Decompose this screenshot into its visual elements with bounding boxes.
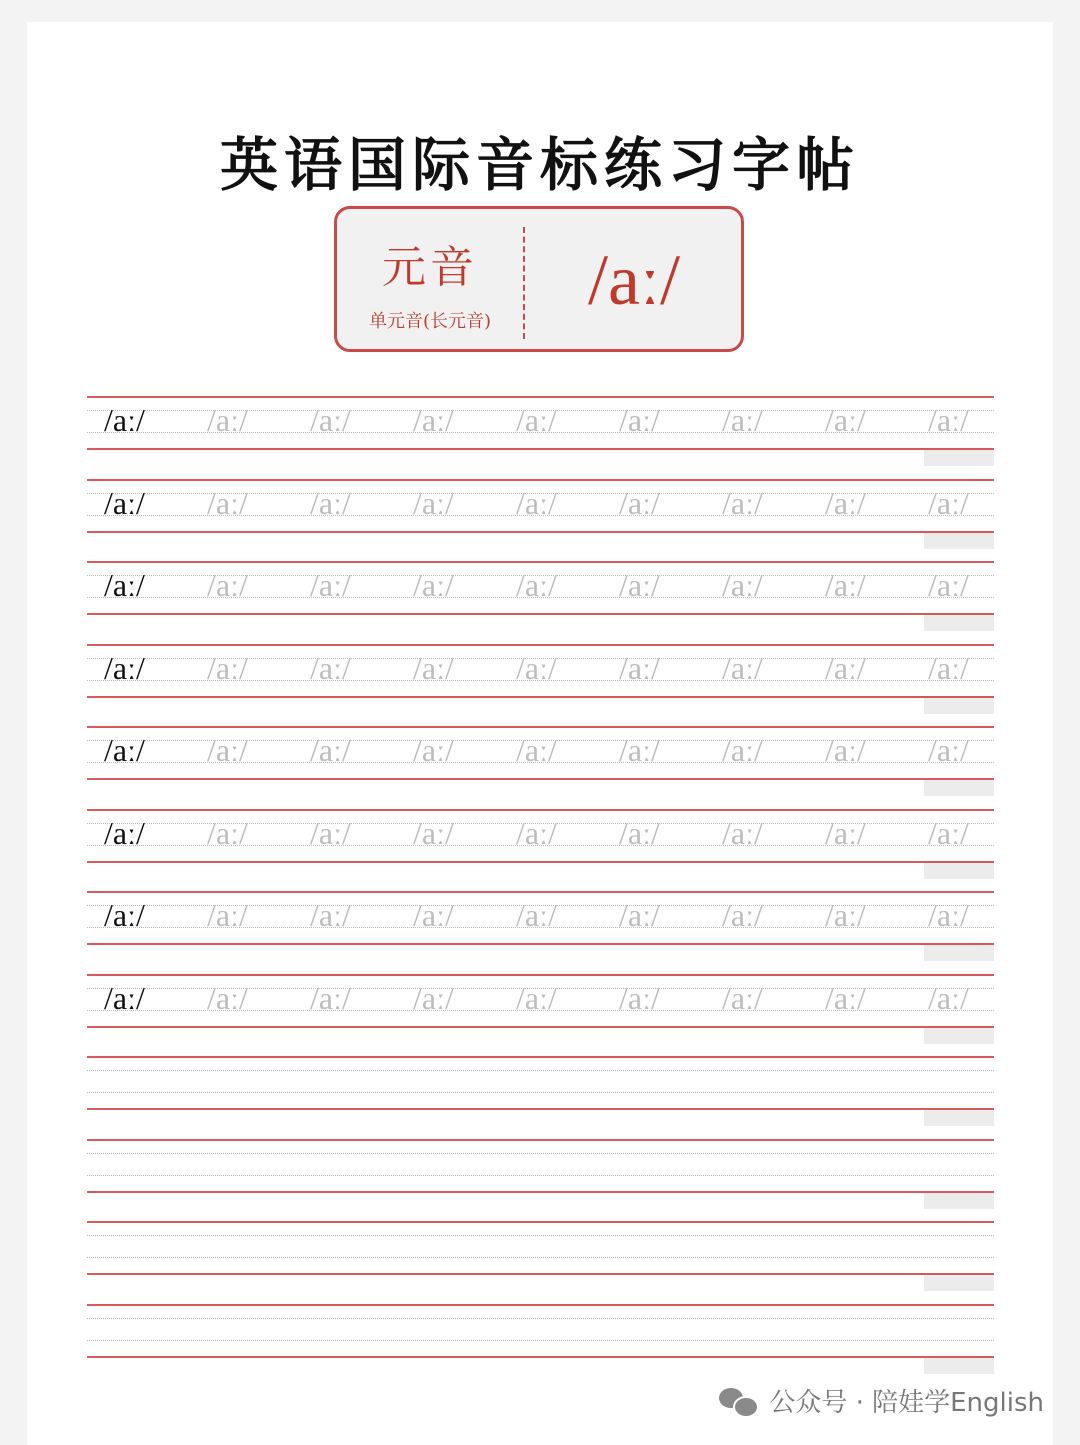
trace-symbol: /aː/ bbox=[722, 402, 763, 438]
trace-symbol: /aː/ bbox=[722, 814, 763, 851]
trace-symbol: /aː/ bbox=[722, 979, 763, 1016]
practice-row bbox=[87, 396, 994, 452]
practice-row bbox=[87, 479, 994, 535]
practice-row bbox=[87, 974, 994, 1030]
trace-symbol: /aː/ bbox=[619, 732, 660, 768]
trace-symbol: /aː/ bbox=[516, 649, 557, 686]
trace-symbol: /aː/ bbox=[516, 897, 557, 933]
guide-line bbox=[87, 726, 994, 728]
row-shade bbox=[924, 450, 994, 466]
guide-line bbox=[87, 809, 994, 811]
row-shade bbox=[924, 698, 994, 714]
trace-symbol: /aː/ bbox=[413, 484, 454, 521]
guide-line bbox=[87, 1273, 994, 1275]
trace-symbol: /aː/ bbox=[413, 649, 454, 686]
row-shade bbox=[924, 1028, 994, 1044]
model-symbol: /aː/ bbox=[104, 897, 145, 933]
trace-symbol: /aː/ bbox=[516, 979, 557, 1016]
guide-line bbox=[87, 696, 994, 698]
guide-line bbox=[87, 613, 994, 615]
guide-line bbox=[87, 531, 994, 533]
practice-row bbox=[87, 644, 994, 700]
trace-symbol: /aː/ bbox=[207, 897, 248, 933]
trace-symbol: /aː/ bbox=[928, 484, 969, 521]
trace-symbol: /aː/ bbox=[310, 732, 351, 768]
trace-symbol: /aː/ bbox=[207, 402, 248, 438]
guide-line bbox=[87, 1056, 994, 1058]
row-shade bbox=[924, 945, 994, 961]
trace-symbol: /aː/ bbox=[825, 402, 866, 438]
trace-symbol: /aː/ bbox=[207, 732, 248, 768]
guide-line bbox=[87, 861, 994, 863]
trace-symbol: /aː/ bbox=[722, 897, 763, 933]
trace-symbol: /aː/ bbox=[310, 567, 351, 603]
guide-line bbox=[87, 1139, 994, 1141]
row-shade bbox=[924, 1193, 994, 1209]
practice-row bbox=[87, 809, 994, 865]
blank-row bbox=[87, 1139, 994, 1195]
guide-line bbox=[87, 561, 994, 563]
row-shade bbox=[924, 533, 994, 549]
model-symbol: /aː/ bbox=[104, 814, 145, 851]
trace-symbol: /aː/ bbox=[722, 567, 763, 603]
guide-line bbox=[87, 1026, 994, 1028]
trace-symbol: /aː/ bbox=[928, 979, 969, 1016]
trace-symbol: /aː/ bbox=[619, 897, 660, 933]
practice-row bbox=[87, 726, 994, 782]
trace-symbol: /aː/ bbox=[928, 732, 969, 768]
trace-symbol: /aː/ bbox=[619, 484, 660, 521]
worksheet-page bbox=[27, 22, 1053, 1445]
guide-line bbox=[87, 974, 994, 976]
dotted-guide bbox=[87, 1175, 994, 1176]
trace-symbol: /aː/ bbox=[413, 897, 454, 933]
trace-symbol: /aː/ bbox=[825, 732, 866, 768]
row-shade bbox=[924, 1110, 994, 1126]
row-shade bbox=[924, 1358, 994, 1374]
model-symbol: /aː/ bbox=[104, 979, 145, 1016]
guide-line bbox=[87, 644, 994, 646]
dotted-guide bbox=[87, 1340, 994, 1341]
trace-symbol: /aː/ bbox=[207, 814, 248, 851]
phoneme-category: 元音 bbox=[382, 242, 478, 293]
trace-symbol: /aː/ bbox=[825, 897, 866, 933]
trace-symbol: /aː/ bbox=[825, 567, 866, 603]
guide-line bbox=[87, 891, 994, 893]
trace-symbol: /aː/ bbox=[825, 814, 866, 851]
trace-symbol: /aː/ bbox=[413, 979, 454, 1016]
card-divider bbox=[523, 227, 525, 339]
guide-line bbox=[87, 1191, 994, 1193]
trace-symbol: /aː/ bbox=[310, 814, 351, 851]
model-symbol: /aː/ bbox=[104, 484, 145, 521]
guide-line bbox=[87, 396, 994, 398]
trace-symbol: /aː/ bbox=[516, 567, 557, 603]
trace-symbol: /aː/ bbox=[413, 567, 454, 603]
blank-row bbox=[87, 1304, 994, 1360]
guide-line bbox=[87, 1304, 994, 1306]
trace-symbol: /aː/ bbox=[516, 814, 557, 851]
dotted-guide bbox=[87, 1092, 994, 1093]
trace-symbol: /aː/ bbox=[207, 484, 248, 521]
dotted-guide bbox=[87, 1318, 994, 1319]
trace-symbol: /aː/ bbox=[207, 979, 248, 1016]
trace-symbol: /aː/ bbox=[928, 814, 969, 851]
trace-symbol: /aː/ bbox=[619, 979, 660, 1016]
trace-symbol: /aː/ bbox=[619, 402, 660, 438]
trace-symbol: /aː/ bbox=[207, 567, 248, 603]
page-title: 英语国际音标练习字帖 bbox=[219, 131, 860, 199]
wechat-icon bbox=[719, 1386, 759, 1416]
blank-row bbox=[87, 1221, 994, 1277]
trace-symbol: /aː/ bbox=[310, 979, 351, 1016]
model-symbol: /aː/ bbox=[104, 649, 145, 686]
trace-symbol: /aː/ bbox=[825, 979, 866, 1016]
dotted-guide bbox=[87, 1257, 994, 1258]
trace-symbol: /aː/ bbox=[928, 897, 969, 933]
practice-row bbox=[87, 561, 994, 617]
model-symbol: /aː/ bbox=[104, 567, 145, 603]
row-shade bbox=[924, 615, 994, 631]
trace-symbol: /aː/ bbox=[619, 567, 660, 603]
trace-symbol: /aː/ bbox=[516, 402, 557, 438]
row-shade bbox=[924, 863, 994, 879]
footer-watermark bbox=[719, 1382, 1044, 1419]
trace-symbol: /aː/ bbox=[722, 649, 763, 686]
blank-row bbox=[87, 1056, 994, 1112]
trace-symbol: /aː/ bbox=[825, 649, 866, 686]
guide-line bbox=[87, 1356, 994, 1358]
trace-symbol: /aː/ bbox=[928, 402, 969, 438]
dotted-guide bbox=[87, 1153, 994, 1154]
trace-symbol: /aː/ bbox=[928, 567, 969, 603]
guide-line bbox=[87, 1221, 994, 1223]
trace-symbol: /aː/ bbox=[310, 897, 351, 933]
guide-line bbox=[87, 943, 994, 945]
model-symbol: /aː/ bbox=[104, 402, 145, 438]
row-shade bbox=[924, 1275, 994, 1291]
trace-symbol: /aː/ bbox=[413, 814, 454, 851]
dotted-guide bbox=[87, 1070, 994, 1071]
guide-line bbox=[87, 479, 994, 481]
guide-line bbox=[87, 778, 994, 780]
trace-symbol: /aː/ bbox=[722, 484, 763, 521]
trace-symbol: /aː/ bbox=[310, 402, 351, 438]
phoneme-subtitle: 单元音(长元音) bbox=[368, 311, 492, 332]
trace-symbol: /aː/ bbox=[310, 484, 351, 521]
guide-line bbox=[87, 448, 994, 450]
trace-symbol: /aː/ bbox=[310, 649, 351, 686]
trace-symbol: /aː/ bbox=[413, 732, 454, 768]
model-symbol: /aː/ bbox=[104, 732, 145, 768]
trace-symbol: /aː/ bbox=[619, 814, 660, 851]
trace-symbol: /aː/ bbox=[928, 649, 969, 686]
phoneme-card bbox=[334, 206, 744, 352]
footer-text: 公众号 · 陪娃学English bbox=[769, 1388, 1044, 1418]
row-shade bbox=[924, 780, 994, 796]
phoneme-symbol: /aː/ bbox=[588, 240, 680, 320]
trace-symbol: /aː/ bbox=[619, 649, 660, 686]
trace-symbol: /aː/ bbox=[207, 649, 248, 686]
trace-symbol: /aː/ bbox=[722, 732, 763, 768]
trace-symbol: /aː/ bbox=[413, 402, 454, 438]
trace-symbol: /aː/ bbox=[516, 484, 557, 521]
dotted-guide bbox=[87, 1235, 994, 1236]
guide-line bbox=[87, 1108, 994, 1110]
practice-row bbox=[87, 891, 994, 947]
trace-symbol: /aː/ bbox=[516, 732, 557, 768]
trace-symbol: /aː/ bbox=[825, 484, 866, 521]
